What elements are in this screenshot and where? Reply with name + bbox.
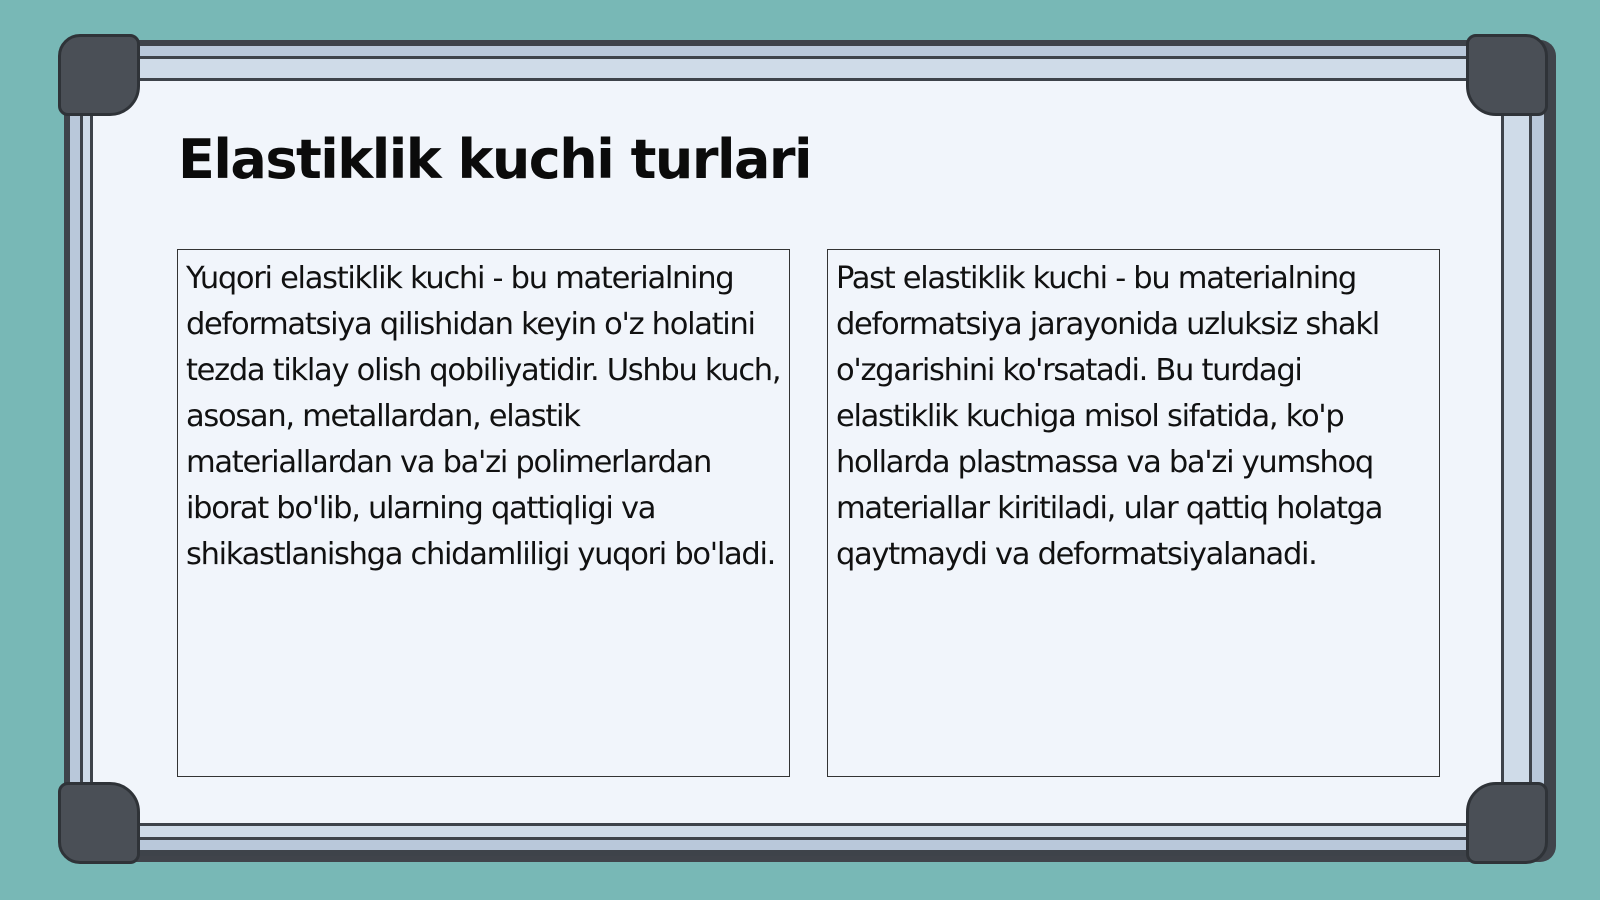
frame-corner-bottom-left [58,782,140,864]
frame-corner-top-left [58,34,140,116]
slide-title: Elastiklik kuchi turlari [178,128,812,191]
frame-corner-bottom-right [1466,782,1548,864]
frame-corner-top-right [1466,34,1548,116]
left-text-box: Yuqori elastiklik kuchi - bu materialning deformatsiya qilishidan keyin o'z holatini tezda tiklay olish qobiliyatidir. Ushbu kuch, asosan, metallardan, elastik materiallardan va ba'zi polimerlardan iborat bo'lib, ularning qattiqligi va shikastlanishga chidamliligi yuqori bo'ladi. [177,249,790,777]
right-text-box: Past elastiklik kuchi - bu materialning deformatsiya jarayonida uzluksiz shakl o'zgarishini ko'rsatadi. Bu turdagi elastiklik kuchiga misol sifatida, ko'p hollarda plastmassa va ba'zi yumshoq materiallar kiritiladi, ular qattiq holatga qaytmaydi va deformatsiyalanadi. [827,249,1440,777]
